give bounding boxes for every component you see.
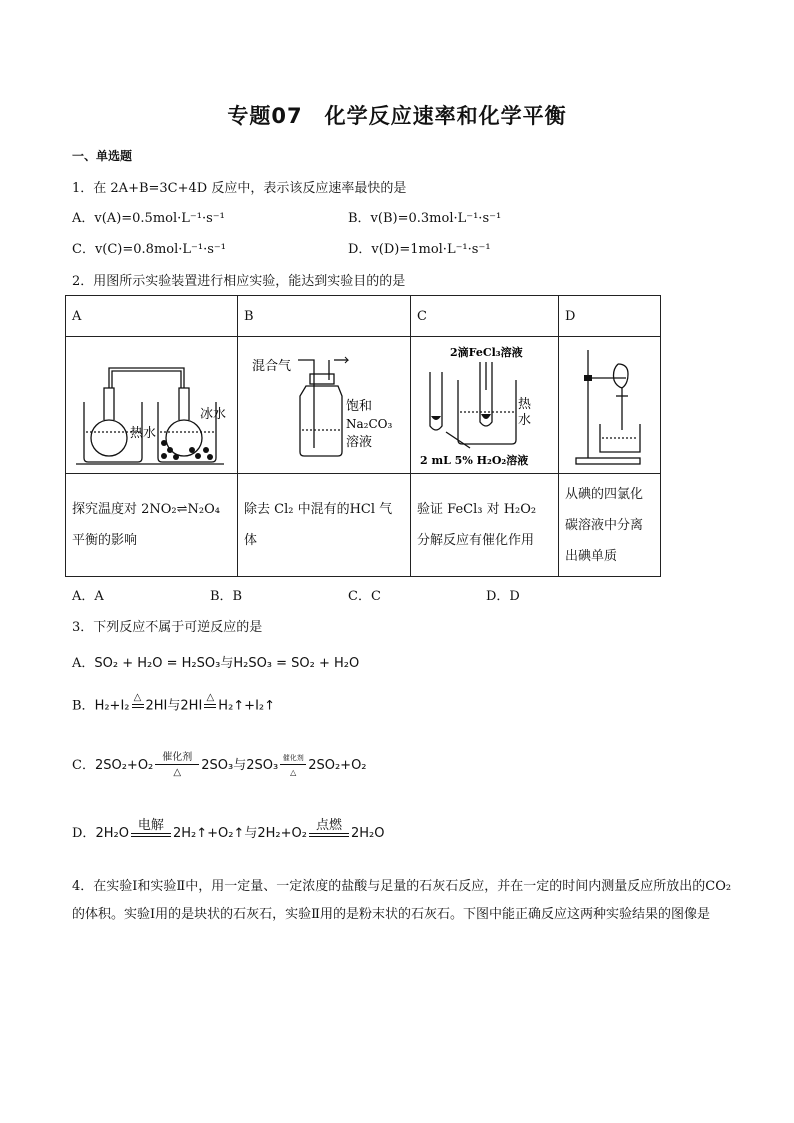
description-c: 验证 FeCl₃ 对 H₂O₂ 分解反应有催化作用 [411,474,559,577]
q3-b-label: B． [72,698,95,714]
q3-a-label: A． [72,656,95,671]
q3-c-label: C． [72,758,95,773]
description-b: 除去 Cl₂ 中混有的HCl 气体 [238,474,411,577]
q3-d-label: D． [72,826,96,841]
q3-option-a [72,652,359,671]
q3-stem: 3．下列反应不属于可逆反应的是 [72,620,263,635]
table-figure-row [66,337,661,474]
q3-a-mid: 与 [220,656,234,671]
q3-b-condition-2 [204,692,216,720]
q1-option-a: A．v(A)=0.5mol·L⁻¹·s⁻¹ [72,211,225,226]
section-heading: 一、单选题 [72,149,133,163]
electrolysis-label: 电解 [137,818,164,833]
figure-b-cell [238,337,411,474]
gas-wash-bottle-figure [242,340,407,470]
q3-c-r1a: 2SO₂+O₂ [94,758,154,773]
q3-option-b [72,692,275,720]
q3-d-condition-2 [309,818,349,849]
q3-b-condition-1 [132,692,144,720]
q3-b-r2b: H₂↑+I₂↑ [218,698,276,714]
figure-c-cell [411,337,559,474]
description-a: 探究温度对 2NO₂⇌N₂O₄ 平衡的影响 [66,474,238,577]
q3-c-r1b: 2SO₃ [201,758,234,773]
q2-answer-b: B．B [210,589,243,604]
q2-table [65,295,661,577]
q3-b-mid: 与 [167,698,181,714]
table-header-b: B [238,296,411,337]
q2-answer-a: A．A [72,589,104,604]
fecl3-drop-label: 2滴FeCl₃溶液 [450,346,523,359]
q3-b-r1b: 2HI [145,698,168,714]
separatory-funnel-figure [570,340,650,470]
hot-label-c: 热 [518,397,532,412]
catalyst-label: 催化剂 [162,752,193,763]
q3-d-r1a: 2H₂O [95,826,129,841]
q3-d-r1b: 2H₂↑+O₂↑ [172,826,245,841]
table-header-a: A [66,296,238,337]
heat-symbol-2: △ [206,692,215,703]
q1-stem: 1．在 2A+B=3C+4D 反应中，表示该反应速率最快的是 [72,181,407,196]
q4-stem: 4．在实验Ⅰ和实验Ⅱ中，用一定量、一定浓度的盐酸与足量的石灰石反应，并在一定的时间内测量反应所放出的CO₂的体积。实验Ⅰ用的是块状的石灰石，实验Ⅱ用的是粉末状的石灰石。下图中能正确反应这两种实验结果的图像是 [72,879,732,922]
table-header-row [66,296,661,337]
q3-c-condition-1 [155,752,199,779]
table-description-row [66,474,661,577]
heat-symbol-c: △ [173,767,182,778]
q3-d-mid: 与 [244,826,258,841]
q3-c-mid: 与 [233,758,247,773]
solution-label: 溶液 [345,435,372,450]
q1-option-b: B．v(B)=0.3mol·L⁻¹·s⁻¹ [348,211,502,226]
q3-c-r2a: 2SO₃ [246,758,279,773]
q2-answer-c: C．C [348,589,381,604]
q3-d-condition-1 [131,818,171,849]
q2-answer-d: D．D [486,589,520,604]
q2-stem: 2．用图所示实验装置进行相应实验，能达到实验目的的是 [72,274,406,289]
ignite-label: 点燃 [315,818,342,833]
mixed-gas-label: 混合气 [251,359,291,374]
water-label-c: 水 [518,413,532,428]
h2o2-solution-label: 2 mL 5% H₂O₂溶液 [420,454,529,467]
table-header-d: D [559,296,661,337]
q1-option-c: C．v(C)=0.8mol·L⁻¹·s⁻¹ [72,242,226,257]
catalyst-label-2: 催化剂 [282,754,304,762]
saturated-label: 饱和 [345,399,372,414]
q3-option-c [72,752,367,779]
test-tube-catalyst-figure [412,340,557,470]
description-d: 从碘的四氯化碳溶液中分离出碘单质 [559,474,661,577]
table-header-c: C [411,296,559,337]
q3-c-r2b: 2SO₂+O₂ [308,758,367,773]
q3-a-right: H₂SO₃ = SO₂ + H₂O [233,656,360,671]
heat-symbol-c2: △ [290,768,297,777]
q3-b-r1a: H₂+I₂ [94,698,130,714]
q3-b-r2a: 2HI [180,698,203,714]
q3-d-r2b: 2H₂O [350,826,385,841]
figure-a-cell [66,337,238,474]
figure-d-cell [559,337,661,474]
q3-c-condition-2 [280,752,306,779]
heat-symbol: △ [133,692,142,703]
sodium-carbonate-label: Na₂CO₃ [345,417,392,431]
flask-water-bath-figure [72,340,232,470]
q3-option-d [72,818,384,849]
q1-option-d: D．v(D)=1mol·L⁻¹·s⁻¹ [348,242,491,257]
hot-water-label-1: 热水 [129,426,156,441]
q3-d-r2a: 2H₂+O₂ [257,826,307,841]
page-title: 专题07 化学反应速率和化学平衡 [227,104,567,128]
q3-a-left: SO₂ + H₂O = H₂SO₃ [94,656,221,671]
ice-water-label: 冰水 [199,407,226,422]
